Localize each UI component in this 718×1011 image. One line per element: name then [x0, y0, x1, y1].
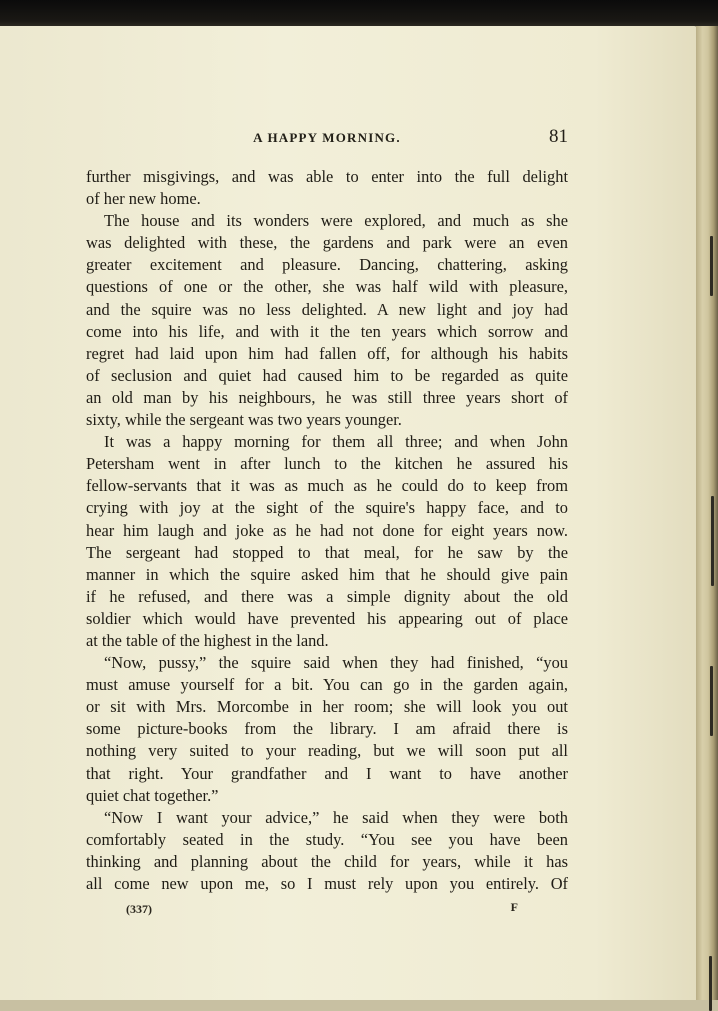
- text-line: and the squire was no less delighted. A new light and joy had: [86, 299, 568, 319]
- text-line: of seclusion and quiet had caused him to be regarded as quite: [86, 365, 568, 385]
- signature-letter: F: [510, 900, 518, 914]
- text-line: that right. Your grandfather and I want to have another: [86, 763, 568, 783]
- text-line: at the table of the highest in the land.: [86, 630, 329, 650]
- spine-mark: [709, 956, 712, 1011]
- text-line: “Now, pussy,” the squire said when they had finished, “you: [104, 653, 568, 673]
- text-line: comfortably seated in the study. “You see you have been: [86, 829, 568, 849]
- signature-mark: (337): [126, 902, 152, 916]
- text-line: Petersham went in after lunch to the kitchen he assured his: [86, 454, 568, 474]
- text-line: It was a happy morning for them all three; and when John: [104, 432, 568, 452]
- text-line: The house and its wonders were explored, and much as she: [104, 211, 568, 231]
- text-line: or sit with Mrs. Morcombe in her room; she will look you out: [86, 697, 568, 717]
- running-title: A HAPPY MORNING.: [253, 130, 401, 145]
- text-line: regret had laid upon him had fallen off, for although his habits: [86, 343, 568, 363]
- text-line: sixty, while the sergeant was two years younger.: [86, 410, 402, 430]
- text-line: greater excitement and pleasure. Dancing, chattering, asking: [86, 255, 568, 275]
- text-line: manner in which the squire asked him that he should give pain: [86, 564, 568, 584]
- page-number: 81: [549, 126, 568, 147]
- text-line: all come new upon me, so I must rely upon you entirely. Of: [86, 874, 568, 893]
- text-line: if he refused, and there was a simple dignity about the old: [86, 586, 568, 606]
- text-line: must amuse yourself for a bit. You can go in the garden again,: [86, 675, 568, 695]
- text-line: some picture-books from the library. I am afraid there is: [86, 719, 568, 739]
- text-line: questions of one or the other, she was half wild with pleasure,: [86, 277, 568, 297]
- text-line: fellow-servants that it was as much as he could do to keep from: [86, 476, 568, 496]
- running-head: [86, 126, 568, 152]
- text-line: crying with joy at the sight of the squire's happy face, and to: [86, 498, 568, 518]
- text-line: “Now I want your advice,” he said when they were both: [104, 807, 568, 827]
- text-line: soldier which would have prevented his appearing out of place: [86, 608, 568, 628]
- page-footer: [126, 902, 518, 920]
- text-line: hear him laugh and joke as he had not done for eight years now.: [86, 520, 568, 540]
- spine-mark: [710, 236, 713, 296]
- spine-mark: [711, 496, 714, 586]
- text-line: of her new home.: [86, 189, 201, 209]
- text-line: an old man by his neighbours, he was still three years short of: [86, 387, 568, 407]
- text-line: thinking and planning about the child for years, while it has: [86, 851, 568, 871]
- text-line: further misgivings, and was able to enter into the full delight: [86, 167, 568, 186]
- text-line: come into his life, and with it the ten years which sorrow and: [86, 321, 568, 341]
- text-line: The sergeant had stopped to that meal, for he saw by the: [86, 542, 568, 562]
- body-text: [86, 166, 568, 895]
- spine-mark: [710, 666, 713, 736]
- book-spine-edge: [696, 26, 718, 1000]
- text-line: quiet chat together.”: [86, 785, 219, 805]
- text-line: was delighted with these, the gardens and park were an even: [86, 233, 568, 253]
- text-line: nothing very suited to your reading, but we will soon put all: [86, 741, 568, 761]
